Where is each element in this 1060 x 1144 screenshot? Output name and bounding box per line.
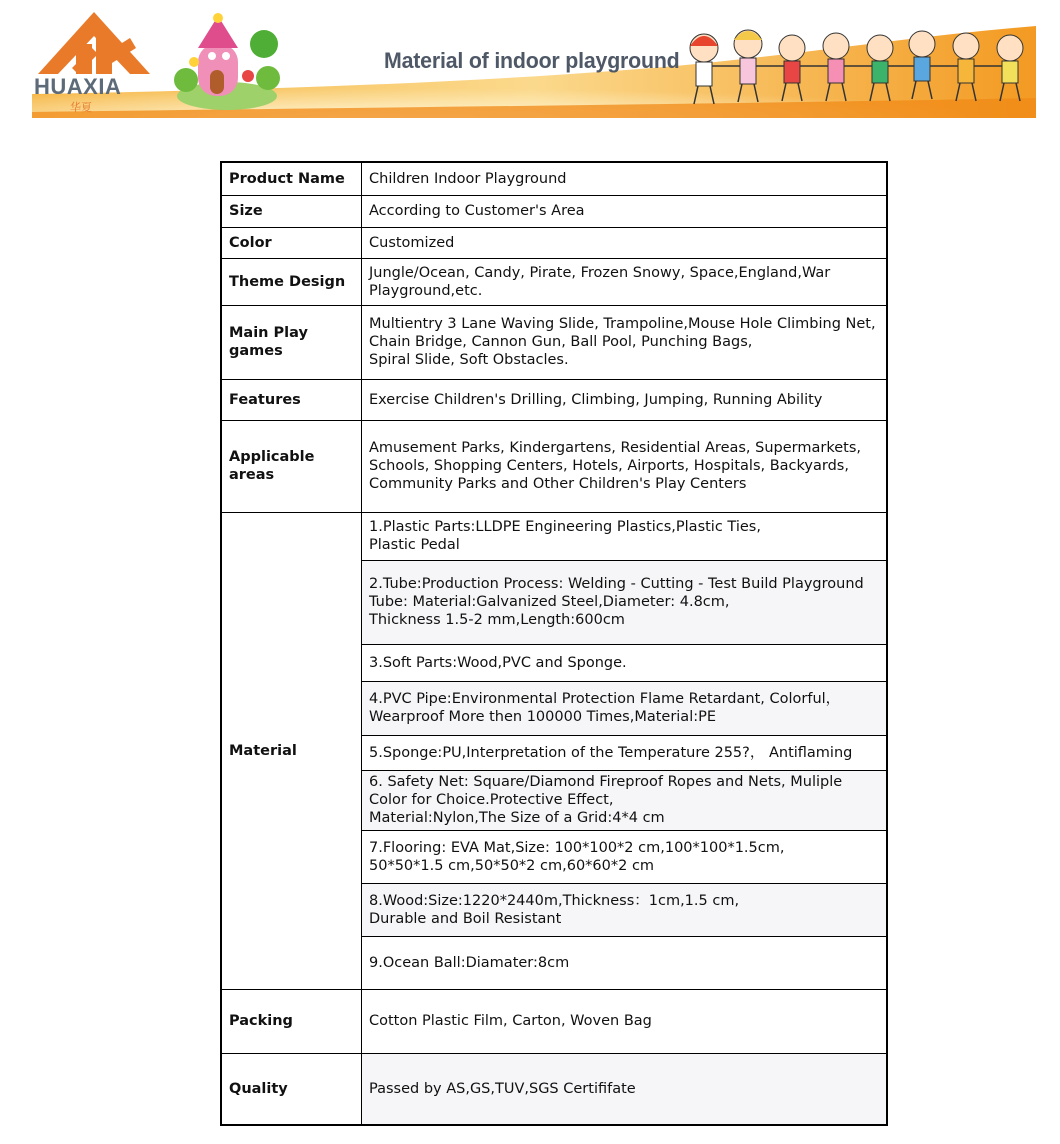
row-value: Amusement Parks, Kindergartens, Residential Areas, Supermarkets, Schools, Shopping Centers, Hotels, Airports, Hospitals, Backyards, Community Parks and Other Children's Play Centers	[362, 420, 888, 512]
header-banner	[32, 8, 1036, 118]
material-item: 7.Flooring: EVA Mat,Size: 100*100*2 cm,100*100*1.5cm, 50*50*1.5 cm,50*50*2 cm,60*60*2 cm	[362, 830, 888, 883]
row-label: Main Play games	[221, 305, 362, 379]
brand-name-chinese: 华夏	[70, 101, 92, 114]
row-label: Packing	[221, 989, 362, 1053]
row-value: Exercise Children's Drilling, Climbing, Jumping, Running Ability	[362, 379, 888, 420]
table-row	[221, 1053, 887, 1125]
row-value: Cotton Plastic Film, Carton, Woven Bag	[362, 989, 888, 1053]
material-item: 1.Plastic Parts:LLDPE Engineering Plastics,Plastic Ties, Plastic Pedal	[362, 512, 888, 560]
huaxia-logo	[32, 8, 172, 118]
table-row	[221, 305, 887, 379]
row-value: Passed by AS,GS,TUV,SGS Certififate	[362, 1053, 888, 1125]
material-item: 9.Ocean Ball:Diamater:8cm	[362, 936, 888, 989]
logo-mark-icon	[32, 8, 172, 78]
row-label: Applicable areas	[221, 420, 362, 512]
row-value: According to Customer's Area	[362, 195, 888, 227]
banner-title: Material of indoor playground	[384, 48, 680, 73]
row-label: Features	[221, 379, 362, 420]
table-row	[221, 379, 887, 420]
row-value: Jungle/Ocean, Candy, Pirate, Frozen Snowy, Space,England,War Playground,etc.	[362, 258, 888, 305]
row-value: Multientry 3 Lane Waving Slide, Trampoline,Mouse Hole Climbing Net, Chain Bridge, Cannon Gun, Ball Pool, Punching Bags, Spiral Slide, Soft Obstacles.	[362, 305, 888, 379]
table-row	[221, 420, 887, 512]
material-item: 5.Sponge:PU,Interpretation of the Temperature 255?， Antiflaming	[362, 735, 888, 770]
row-label: Quality	[221, 1053, 362, 1125]
row-label: Color	[221, 227, 362, 258]
table-row	[221, 989, 887, 1053]
row-value: Children Indoor Playground	[362, 162, 888, 195]
castle-house-icon	[172, 10, 282, 114]
table-row	[221, 258, 887, 305]
brand-name: HUAXIA	[34, 74, 122, 99]
table-row	[221, 227, 887, 258]
material-item: 6. Safety Net: Square/Diamond Fireproof Ropes and Nets, Muliple Color for Choice.Protective Effect, Material:Nylon,The Size of a Grid:4*4 cm	[362, 770, 888, 830]
material-item: 8.Wood:Size:1220*2440m,Thickness：1cm,1.5 cm, Durable and Boil Resistant	[362, 883, 888, 936]
row-label: Theme Design	[221, 258, 362, 305]
material-item: 3.Soft Parts:Wood,PVC and Sponge.	[362, 644, 888, 681]
children-holding-hands-illustration	[684, 26, 1034, 116]
table-row	[221, 195, 887, 227]
row-label: Size	[221, 195, 362, 227]
material-item: 4.PVC Pipe:Environmental Protection Flame Retardant, Colorful， Wearproof More then 100000 Times,Material:PE	[362, 681, 888, 735]
material-item: 2.Tube:Production Process: Welding - Cutting - Test Build Playground Tube: Material:Galvanized Steel,Diameter: 4.8cm, Thickness 1.5-2 mm,Length:600cm	[362, 560, 888, 644]
material-label: Material	[221, 512, 362, 989]
table-row-material	[221, 512, 887, 560]
row-value: Customized	[362, 227, 888, 258]
row-label: Product Name	[221, 162, 362, 195]
table-row	[221, 162, 887, 195]
spec-table	[220, 161, 888, 1126]
